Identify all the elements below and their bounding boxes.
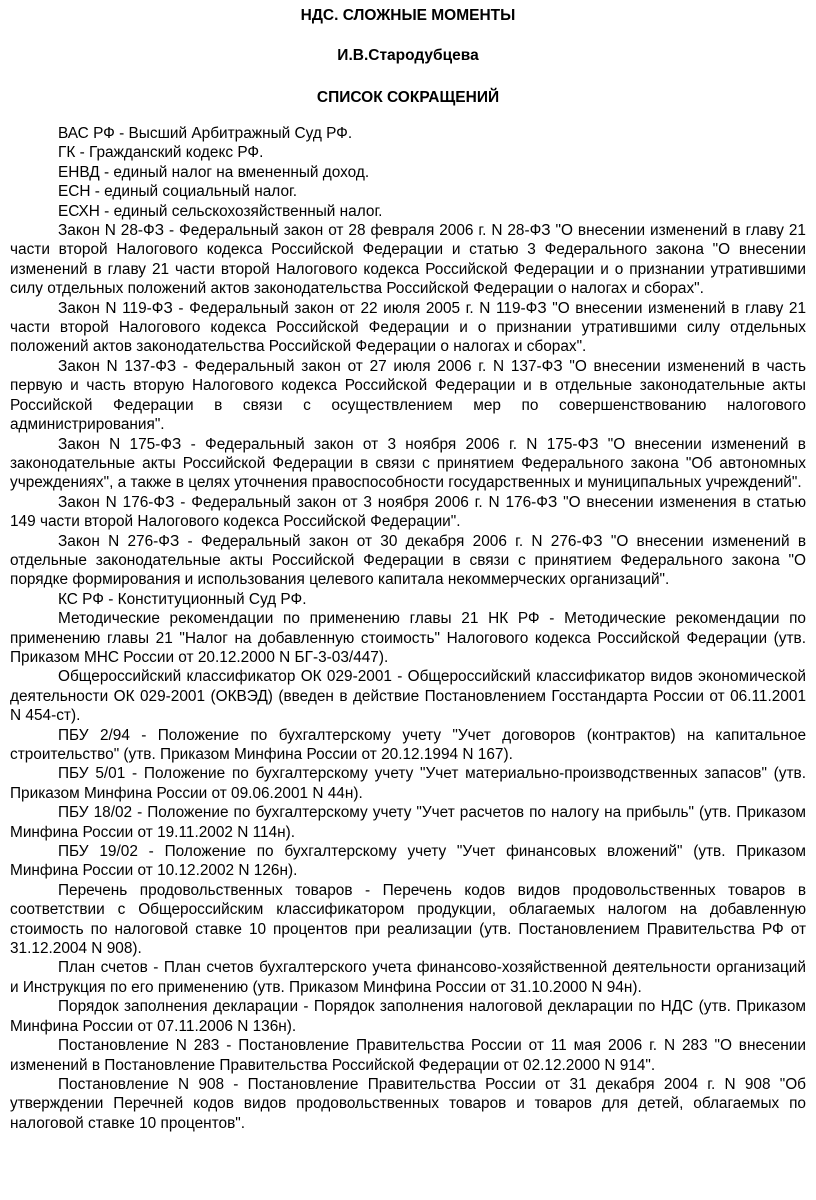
abbreviation-entry: КС РФ - Конституционный Суд РФ. [58, 590, 307, 608]
abbreviation-entry: Перечень продовольственных товаров - Перечень кодов видов продовольственных товаров в соответствии с Общероссийским классификатором продукции, облагаемых налогом на добавленную стоимость по налоговой ставке 10 процентов при реализации (утв. Постановлением Правительства РФ от 31.12.2004 N 908). [10, 881, 806, 958]
abbreviation-entry: ПБУ 5/01 - Положение по бухгалтерскому учету "Учет материально-производственных запасов" (утв. Приказом Минфина России от 09.06.2001 N 44н). [10, 765, 806, 802]
abbreviation-entry: Закон N 176-ФЗ - Федеральный закон от 3 ноября 2006 г. N 176-ФЗ "О внесении изменения в статью 149 части второй Налогового кодекса Российской Федерации". [10, 493, 806, 531]
abbreviation-entry: ПБУ 18/02 - Положение по бухгалтерскому учету "Учет расчетов по налогу на прибыль" (утв. Приказом Минфина России от 19.11.2002 N 114н). [10, 804, 806, 841]
abbreviation-entry: ГК - Гражданский кодекс РФ. [58, 144, 264, 162]
abbreviation-entry: План счетов - План счетов бухгалтерского учета финансово-хозяйственной деятельности организаций и Инструкция по его применению (утв. Приказом Минфина России от 31.10.2000 N 94н). [10, 959, 806, 996]
abbreviation-entry: Закон N 28-ФЗ - Федеральный закон от 28 февраля 2006 г. N 28-ФЗ "О внесении изменений в главу 21 части второй Налогового кодекса Российской Федерации и статью 3 Федерального закона "О внесении изменений в главу 21 части второй Налогового кодекса Российской Федерации и о признании утратившими силу отдельных положений актов законодательства Российской Федерации о налогах и сборах". [10, 222, 806, 298]
abbreviation-entry: ПБУ 19/02 - Положение по бухгалтерскому учету "Учет финансовых вложений" (утв. Приказом Минфина России от 10.12.2002 N 126н). [10, 843, 806, 880]
document-title: НДС. СЛОЖНЫЕ МОМЕНТЫ [300, 7, 516, 24]
abbreviation-entry: Постановление N 283 - Постановление Правительства России от 11 мая 2006 г. N 283 "О внесении изменений в Постановление Правительства Российской Федерации от 02.12.2000 N 914". [10, 1037, 806, 1074]
abbreviation-entry: ЕСН - единый социальный налог. [58, 183, 298, 201]
abbreviation-entry: ПБУ 2/94 - Положение по бухгалтерскому учету "Учет договоров (контрактов) на капитальное строительство" (утв. Приказом Минфина России от 20.12.1994 N 167). [10, 726, 806, 763]
abbreviation-list [10, 124, 806, 1133]
abbreviation-entry: ЕНВД - единый налог на вмененный доход. [58, 163, 370, 181]
section-title: СПИСОК СОКРАЩЕНИЙ [316, 89, 500, 106]
abbreviation-entry: Закон N 137-ФЗ - Федеральный закон от 27 июля 2006 г. N 137-ФЗ "О внесении изменений в часть первую и часть вторую Налогового кодекса Российской Федерации и в отдельные законодательные акты Российской Федерации в связи с осуществлением мер по совершенствованию налогового администрирования". [10, 357, 806, 434]
abbreviation-entry: Общероссийский классификатор ОК 029-2001 - Общероссийский классификатор видов экономической деятельности ОК 029-2001 (ОКВЭД) (введен в действие Постановлением Госстандарта России от 06.11.2001 N 454-ст). [10, 668, 806, 725]
abbreviation-entry: Методические рекомендации по применению главы 21 НК РФ - Методические рекомендации по применению главы 21 "Налог на добавленную стоимость" Налогового кодекса Российской Федерации (утв. Приказом МНС России от 20.12.2000 N БГ-3-03/447). [10, 610, 806, 666]
abbreviation-entry: ЕСХН - единый сельскохозяйственный налог. [58, 202, 383, 220]
abbreviation-entry: Закон N 119-ФЗ - Федеральный закон от 22 июля 2005 г. N 119-ФЗ "О внесении изменений в главу 21 части второй Налогового кодекса Российской Федерации и о признании утратившими силу отдельных положений актов законодательства Российской Федерации о налогах и сборах". [10, 299, 806, 356]
author-name: И.В.Стародубцева [337, 47, 479, 64]
abbreviation-entry: Закон N 276-ФЗ - Федеральный закон от 30 декабря 2006 г. N 276-ФЗ "О внесении изменений в отдельные законодательные акты Российской Федерации в связи с принятием Федерального закона "О порядке формирования и использования целевого капитала некоммерческих организаций". [10, 532, 806, 589]
abbreviation-entry: Постановление N 908 - Постановление Правительства России от 31 декабря 2004 г. N 908 "Об утверждении Перечней кодов видов продовольственных товаров и товаров для детей, облагаемых по налоговой ставке 10 процентов". [10, 1075, 806, 1132]
abbreviation-entry: Порядок заполнения декларации - Порядок заполнения налоговой декларации по НДС (утв. Приказом Минфина России от 07.11.2006 N 136н). [10, 998, 806, 1035]
abbreviation-entry: ВАС РФ - Высший Арбитражный Суд РФ. [58, 125, 353, 142]
abbreviation-entry: Закон N 175-ФЗ - Федеральный закон от 3 ноября 2006 г. N 175-ФЗ "О внесении изменений в законодательные акты Российской Федерации в связи с принятием Федерального закона "Об автономных учреждениях", а также в целях уточнения правоспособности государственных и муниципальных учреждений". [10, 435, 806, 492]
